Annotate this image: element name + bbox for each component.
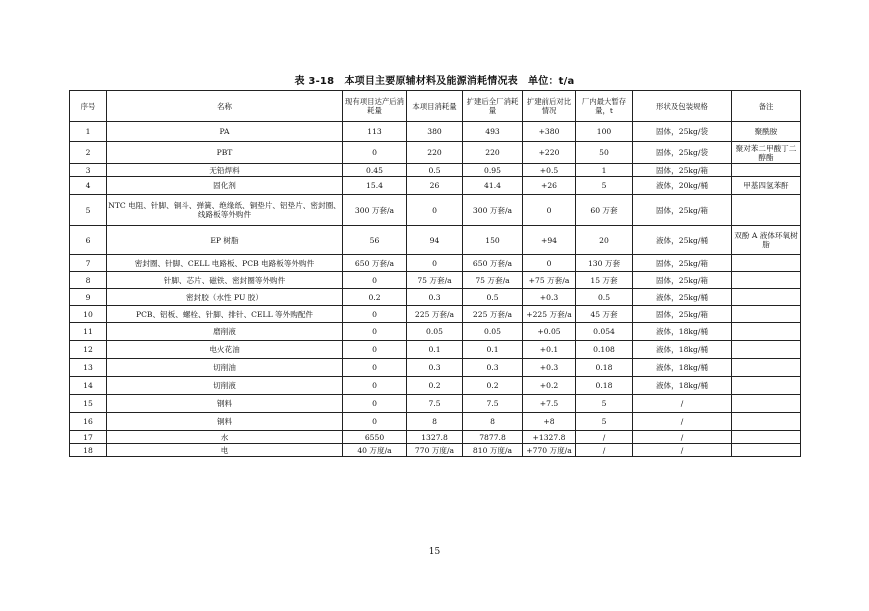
table-cell: 固体，25kg/箱 xyxy=(633,164,732,177)
table-cell: +1327.8 xyxy=(523,431,576,444)
table-row xyxy=(70,306,801,323)
table-cell: 11 xyxy=(70,323,107,341)
table-cell: 5 xyxy=(70,195,107,226)
table-cell: 16 xyxy=(70,413,107,431)
table-cell: 0 xyxy=(523,255,576,272)
table-cell: +26 xyxy=(523,177,576,195)
table-cell: 0 xyxy=(343,272,407,289)
table-row xyxy=(70,444,801,457)
table-cell: +0.2 xyxy=(523,377,576,395)
table-cell: 0.3 xyxy=(407,289,463,306)
table-row xyxy=(70,413,801,431)
table-cell: +220 xyxy=(523,142,576,164)
table-cell: 液体，25kg/桶 xyxy=(633,226,732,255)
table-cell: 8 xyxy=(70,272,107,289)
table-cell: 0.05 xyxy=(407,323,463,341)
table-cell: 15.4 xyxy=(343,177,407,195)
table-cell: 0 xyxy=(407,255,463,272)
table-row xyxy=(70,377,801,395)
table-cell: / xyxy=(633,431,732,444)
table-cell: 7.5 xyxy=(407,395,463,413)
table-cell: 40 万度/a xyxy=(343,444,407,457)
table-cell: 1 xyxy=(576,164,633,177)
table-cell xyxy=(732,413,801,431)
table-cell: 甲基四氢苯酐 xyxy=(732,177,801,195)
table-cell xyxy=(732,255,801,272)
table-cell: 0.95 xyxy=(463,164,523,177)
table-cell: 0.2 xyxy=(343,289,407,306)
table-cell xyxy=(732,289,801,306)
header-cell: 备注 xyxy=(732,91,801,122)
table-row xyxy=(70,255,801,272)
table-cell: 56 xyxy=(343,226,407,255)
header-cell: 厂内最大暂存量，t xyxy=(576,91,633,122)
table-cell: +0.3 xyxy=(523,289,576,306)
table-title: 表 3-18 本项目主要原辅材料及能源消耗情况表 单位：t/a xyxy=(294,76,575,87)
table-cell: 0.5 xyxy=(576,289,633,306)
header-cell: 扩建前后对比情况 xyxy=(523,91,576,122)
table-cell xyxy=(732,341,801,359)
table-cell: 0.5 xyxy=(407,164,463,177)
table-cell: 密封胶（水性 PU 胶） xyxy=(107,289,343,306)
table-cell xyxy=(732,272,801,289)
table-cell: 493 xyxy=(463,122,523,142)
table-cell: PCB、铝板、螺栓、针脚、排针、CELL 等外购配件 xyxy=(107,306,343,323)
table-row xyxy=(70,289,801,306)
table-row xyxy=(70,195,801,226)
table-cell: 0.2 xyxy=(463,377,523,395)
table-cell: 3 xyxy=(70,164,107,177)
header-cell: 名称 xyxy=(107,91,343,122)
table-cell: / xyxy=(633,444,732,457)
table-cell: 1327.8 xyxy=(407,431,463,444)
table-cell: 铜料 xyxy=(107,413,343,431)
table-cell xyxy=(732,195,801,226)
table-row xyxy=(70,142,801,164)
table-row xyxy=(70,272,801,289)
table-row xyxy=(70,431,801,444)
table-cell: 固体，25kg/箱 xyxy=(633,272,732,289)
table-cell: 650 万套/a xyxy=(343,255,407,272)
table-cell: PA xyxy=(107,122,343,142)
table-cell: / xyxy=(576,431,633,444)
table-cell: EP 树脂 xyxy=(107,226,343,255)
table-cell: 6 xyxy=(70,226,107,255)
table-cell: 1 xyxy=(70,122,107,142)
table-cell: 0.054 xyxy=(576,323,633,341)
table-cell: 5 xyxy=(576,413,633,431)
table-cell: 650 万套/a xyxy=(463,255,523,272)
table-cell xyxy=(732,306,801,323)
table-cell: 液体，20kg/桶 xyxy=(633,177,732,195)
table-row xyxy=(70,177,801,195)
table-cell: 0.108 xyxy=(576,341,633,359)
table-cell: +0.1 xyxy=(523,341,576,359)
table-cell: 0.5 xyxy=(463,289,523,306)
table-cell: +94 xyxy=(523,226,576,255)
table-cell: 9 xyxy=(70,289,107,306)
table-cell: 7 xyxy=(70,255,107,272)
table-cell: 无铅焊料 xyxy=(107,164,343,177)
table-cell xyxy=(732,359,801,377)
table-cell: 0.3 xyxy=(407,359,463,377)
table-row xyxy=(70,122,801,142)
table-cell: / xyxy=(633,395,732,413)
table-cell: 固体，25kg/箱 xyxy=(633,255,732,272)
table-cell: 水 xyxy=(107,431,343,444)
header-cell: 扩建后全厂消耗量 xyxy=(463,91,523,122)
table-cell: 0 xyxy=(343,377,407,395)
table-cell: 固体，25kg/箱 xyxy=(633,195,732,226)
table-cell: 5 xyxy=(576,177,633,195)
table-cell: 固化剂 xyxy=(107,177,343,195)
table-cell: PBT xyxy=(107,142,343,164)
table-cell: 液体，18kg/桶 xyxy=(633,359,732,377)
table-cell: / xyxy=(633,413,732,431)
table-cell: 45 万套 xyxy=(576,306,633,323)
table-cell: 0 xyxy=(523,195,576,226)
table-cell: 0.05 xyxy=(463,323,523,341)
table-cell: 液体，25kg/桶 xyxy=(633,289,732,306)
table-cell: 13 xyxy=(70,359,107,377)
table-cell: 0 xyxy=(343,413,407,431)
table-cell: +0.5 xyxy=(523,164,576,177)
table-cell: 75 万套/a xyxy=(407,272,463,289)
table-cell: 15 万套 xyxy=(576,272,633,289)
table-cell: 8 xyxy=(407,413,463,431)
table-cell: 7.5 xyxy=(463,395,523,413)
table-cell: +75 万套/a xyxy=(523,272,576,289)
header-cell: 现有项目达产后消耗量 xyxy=(343,91,407,122)
table-cell: 液体，18kg/桶 xyxy=(633,323,732,341)
materials-table xyxy=(69,90,801,457)
table-cell: 41.4 xyxy=(463,177,523,195)
table-row xyxy=(70,164,801,177)
table-cell: 0 xyxy=(343,341,407,359)
table-cell: 0 xyxy=(407,195,463,226)
table-cell: 15 xyxy=(70,395,107,413)
table-cell: 钢料 xyxy=(107,395,343,413)
table-cell: 液体，18kg/桶 xyxy=(633,341,732,359)
table-cell: 4 xyxy=(70,177,107,195)
table-row xyxy=(70,395,801,413)
table-cell: 220 xyxy=(407,142,463,164)
table-cell xyxy=(732,377,801,395)
table-cell: 0 xyxy=(343,323,407,341)
table-cell xyxy=(732,323,801,341)
table-cell: 聚酰胺 xyxy=(732,122,801,142)
table-cell: 12 xyxy=(70,341,107,359)
table-cell: 密封圈、针脚、CELL 电路板、PCB 电路板等外购件 xyxy=(107,255,343,272)
table-cell: 6550 xyxy=(343,431,407,444)
table-cell: 94 xyxy=(407,226,463,255)
table-cell: 20 xyxy=(576,226,633,255)
table-cell: / xyxy=(576,444,633,457)
table-row xyxy=(70,323,801,341)
table-cell: 切削液 xyxy=(107,377,343,395)
table-cell: 固体，25kg/袋 xyxy=(633,122,732,142)
table-cell: +8 xyxy=(523,413,576,431)
table-cell: 固体，25kg/箱 xyxy=(633,306,732,323)
table-cell xyxy=(732,164,801,177)
table-cell: 0.3 xyxy=(463,359,523,377)
table-cell: 150 xyxy=(463,226,523,255)
table-cell: +225 万套/a xyxy=(523,306,576,323)
table-cell: +0.05 xyxy=(523,323,576,341)
header-cell: 本项目消耗量 xyxy=(407,91,463,122)
table-cell: 针脚、芯片、磁铁、密封圈等外购件 xyxy=(107,272,343,289)
table-cell: 225 万套/a xyxy=(407,306,463,323)
table-body xyxy=(70,122,801,457)
page-number: 15 xyxy=(428,547,441,557)
table-cell: +770 万度/a xyxy=(523,444,576,457)
table-cell: 0.1 xyxy=(407,341,463,359)
table-cell xyxy=(732,395,801,413)
table-row xyxy=(70,359,801,377)
table-cell: 300 万套/a xyxy=(463,195,523,226)
table-cell: 60 万套 xyxy=(576,195,633,226)
table-cell xyxy=(732,431,801,444)
table-cell: 14 xyxy=(70,377,107,395)
table-cell: +0.3 xyxy=(523,359,576,377)
table-cell: 0 xyxy=(343,306,407,323)
table-cell: 8 xyxy=(463,413,523,431)
header-cell: 形状及包装规格 xyxy=(633,91,732,122)
table-cell: 电火花油 xyxy=(107,341,343,359)
table-cell: 75 万套/a xyxy=(463,272,523,289)
table-cell: 220 xyxy=(463,142,523,164)
table-cell: 磨削液 xyxy=(107,323,343,341)
table-cell: 液体，18kg/桶 xyxy=(633,377,732,395)
table-cell: 电 xyxy=(107,444,343,457)
table-cell: 0.2 xyxy=(407,377,463,395)
table-cell: 聚对苯二甲酸丁二醇酯 xyxy=(732,142,801,164)
table-cell: 113 xyxy=(343,122,407,142)
table-cell: +7.5 xyxy=(523,395,576,413)
table-cell: 130 万套 xyxy=(576,255,633,272)
table-cell: 17 xyxy=(70,431,107,444)
table-header-row xyxy=(70,91,801,122)
table-cell: 0.18 xyxy=(576,359,633,377)
table-cell: 26 xyxy=(407,177,463,195)
table-cell: 7877.8 xyxy=(463,431,523,444)
table-cell: 0.45 xyxy=(343,164,407,177)
table-cell: 50 xyxy=(576,142,633,164)
table-cell: 固体，25kg/袋 xyxy=(633,142,732,164)
table-cell: 切削油 xyxy=(107,359,343,377)
table-cell: 0 xyxy=(343,359,407,377)
table-cell: 225 万套/a xyxy=(463,306,523,323)
table-cell: +380 xyxy=(523,122,576,142)
table-cell: 810 万度/a xyxy=(463,444,523,457)
table-cell: 双酚 A 液体环氧树脂 xyxy=(732,226,801,255)
table-cell: 0 xyxy=(343,395,407,413)
table-cell: 380 xyxy=(407,122,463,142)
table-cell: 0.18 xyxy=(576,377,633,395)
table-cell: 770 万度/a xyxy=(407,444,463,457)
table-row xyxy=(70,226,801,255)
table-cell: 300 万套/a xyxy=(343,195,407,226)
table-cell: 2 xyxy=(70,142,107,164)
table-cell xyxy=(732,444,801,457)
table-cell: 0 xyxy=(343,142,407,164)
header-cell: 序号 xyxy=(70,91,107,122)
table-cell: 5 xyxy=(576,395,633,413)
table-row xyxy=(70,341,801,359)
table-cell: 0.1 xyxy=(463,341,523,359)
table-cell: 18 xyxy=(70,444,107,457)
table-cell: 10 xyxy=(70,306,107,323)
table-cell: 100 xyxy=(576,122,633,142)
table-cell: NTC 电阻、针脚、铜斗、弹簧、绝缘纸、铜垫片、铝垫片、密封圈、线路板等外购件 xyxy=(107,195,343,226)
